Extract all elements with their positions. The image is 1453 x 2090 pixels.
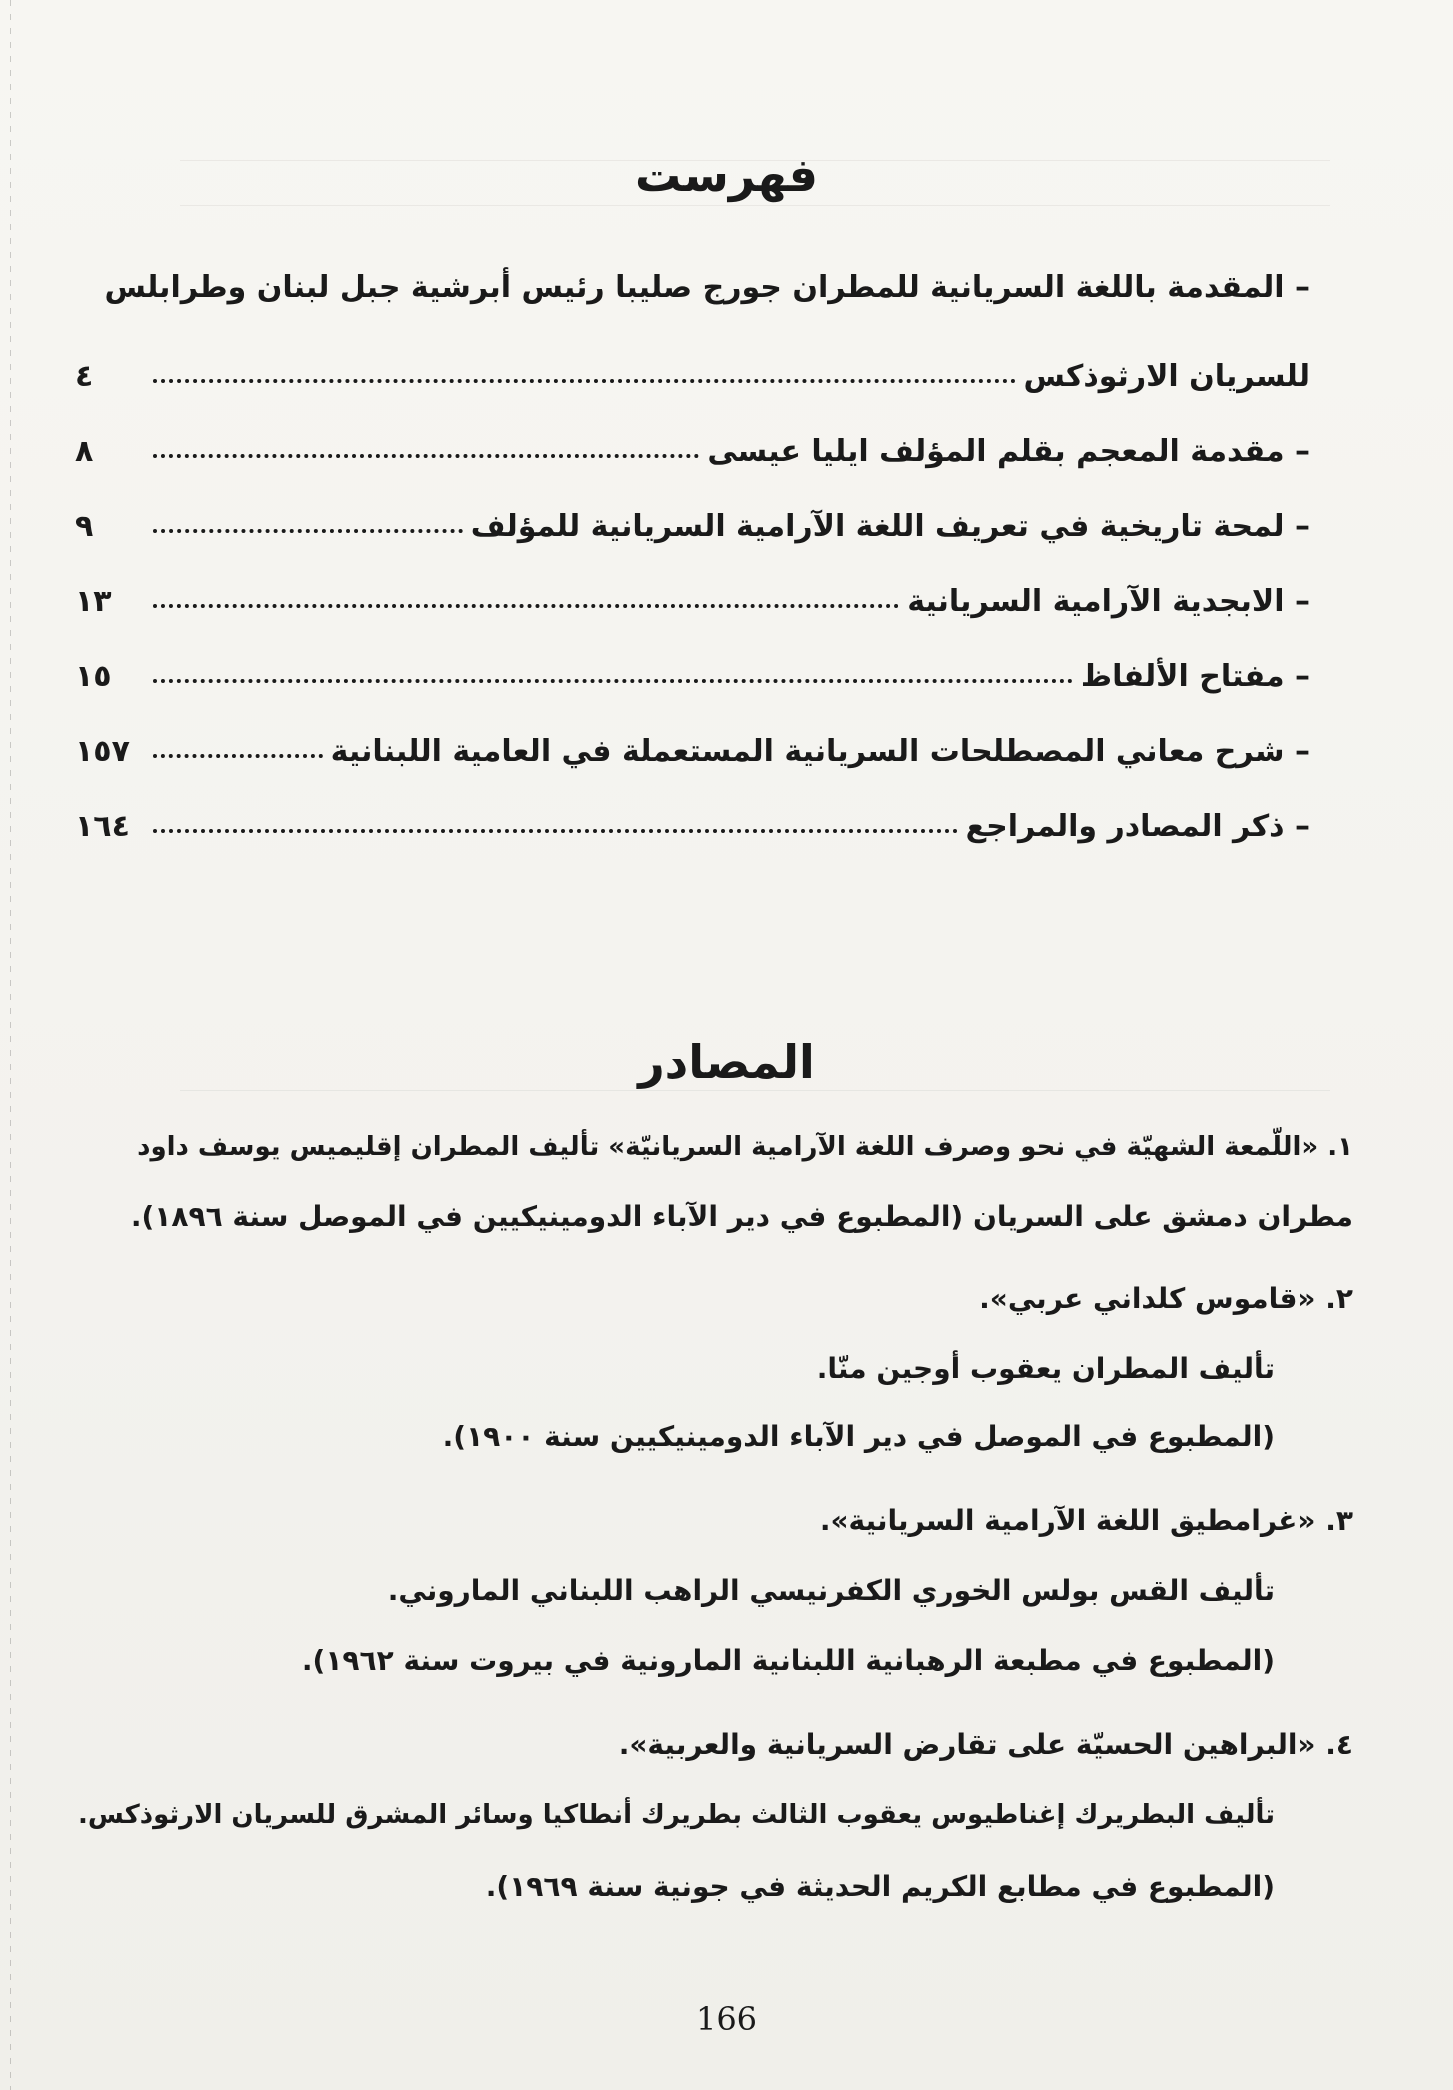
toc-item-label: – مفتاح الألفاظ	[1080, 659, 1310, 694]
source-line: تأليف القس بولس الخوري الكفرنيسي الراهب اللبناني الماروني.	[387, 1574, 1275, 1607]
source-line: ٣. «غرامطيق اللغة الآرامية السريانية».	[819, 1504, 1353, 1537]
sources-title: المصادر	[638, 1035, 815, 1089]
toc-item-page: ١٥	[75, 659, 112, 694]
toc-item-page: ١٦٤	[75, 809, 130, 844]
dot-leader	[153, 529, 463, 533]
source-line: (المطبوع في مطبعة الرهبانية اللبنانية المارونية في بيروت سنة ١٩٦٢).	[301, 1644, 1275, 1677]
dot-leader	[153, 454, 699, 458]
dot-leader	[153, 754, 323, 758]
page-number: 166	[695, 2000, 758, 2038]
toc-item-page: ١٥٧	[75, 734, 130, 769]
dot-leader	[153, 679, 1073, 683]
toc-item-label: – الابجدية الآرامية السريانية	[907, 584, 1310, 619]
toc-item-page: ٤	[75, 359, 94, 394]
toc-item-line: – المقدمة باللغة السريانية للمطران جورج صليبا رئيس أبرشية جبل لبنان وطرابلس	[104, 270, 1310, 305]
bleed-line	[180, 1090, 1330, 1091]
toc-item-label: – لمحة تاريخية في تعريف اللغة الآرامية السريانية للمؤلف	[470, 509, 1310, 544]
toc-item	[75, 790, 1310, 844]
source-line: ٤. «البراهين الحسيّة على تقارض السريانية والعربية».	[618, 1728, 1353, 1761]
dot-leader	[153, 829, 958, 833]
toc-item	[75, 565, 1310, 619]
toc-item-label: – شرح معاني المصطلحات السريانية المستعملة في العامية اللبنانية	[330, 734, 1310, 769]
toc-item-label: – ذكر المصادر والمراجع	[965, 809, 1310, 844]
toc-item-label: – مقدمة المعجم بقلم المؤلف ايليا عيسى	[707, 434, 1310, 469]
toc-item	[75, 490, 1310, 544]
dot-leader	[153, 379, 1016, 383]
bleed-line	[180, 205, 1330, 206]
toc-item	[75, 415, 1310, 469]
toc-item-label: للسريان الارثوذكس	[1023, 359, 1310, 394]
toc-item-page: ١٣	[75, 584, 112, 619]
source-line: مطران دمشق على السريان (المطبوع في دير الآباء الدومينيكيين في الموصل سنة ١٨٩٦).	[130, 1200, 1353, 1233]
toc-item	[75, 340, 1310, 394]
source-line: ٢. «قاموس كلداني عربي».	[979, 1282, 1353, 1315]
toc-item-page: ٩	[75, 509, 94, 544]
toc-item-page: ٨	[75, 434, 94, 469]
source-line: ١. «اللّمعة الشهيّة في نحو وصرف اللغة الآرامية السريانيّة» تأليف المطران إقليميس يوسف داود	[137, 1132, 1353, 1162]
source-line: (المطبوع في مطابع الكريم الحديثة في جونية سنة ١٩٦٩).	[485, 1870, 1275, 1903]
toc-title: فهرست	[634, 148, 819, 202]
dot-leader	[153, 604, 899, 608]
source-line: تأليف البطريرك إغناطيوس يعقوب الثالث بطريرك أنطاكيا وسائر المشرق للسريان الارثوذكس.	[77, 1800, 1275, 1830]
toc-item	[75, 640, 1310, 694]
toc-item	[75, 715, 1310, 769]
source-line: تأليف المطران يعقوب أوجين منّا.	[816, 1352, 1275, 1385]
source-line: (المطبوع في الموصل في دير الآباء الدومينيكيين سنة ١٩٠٠).	[442, 1420, 1275, 1453]
